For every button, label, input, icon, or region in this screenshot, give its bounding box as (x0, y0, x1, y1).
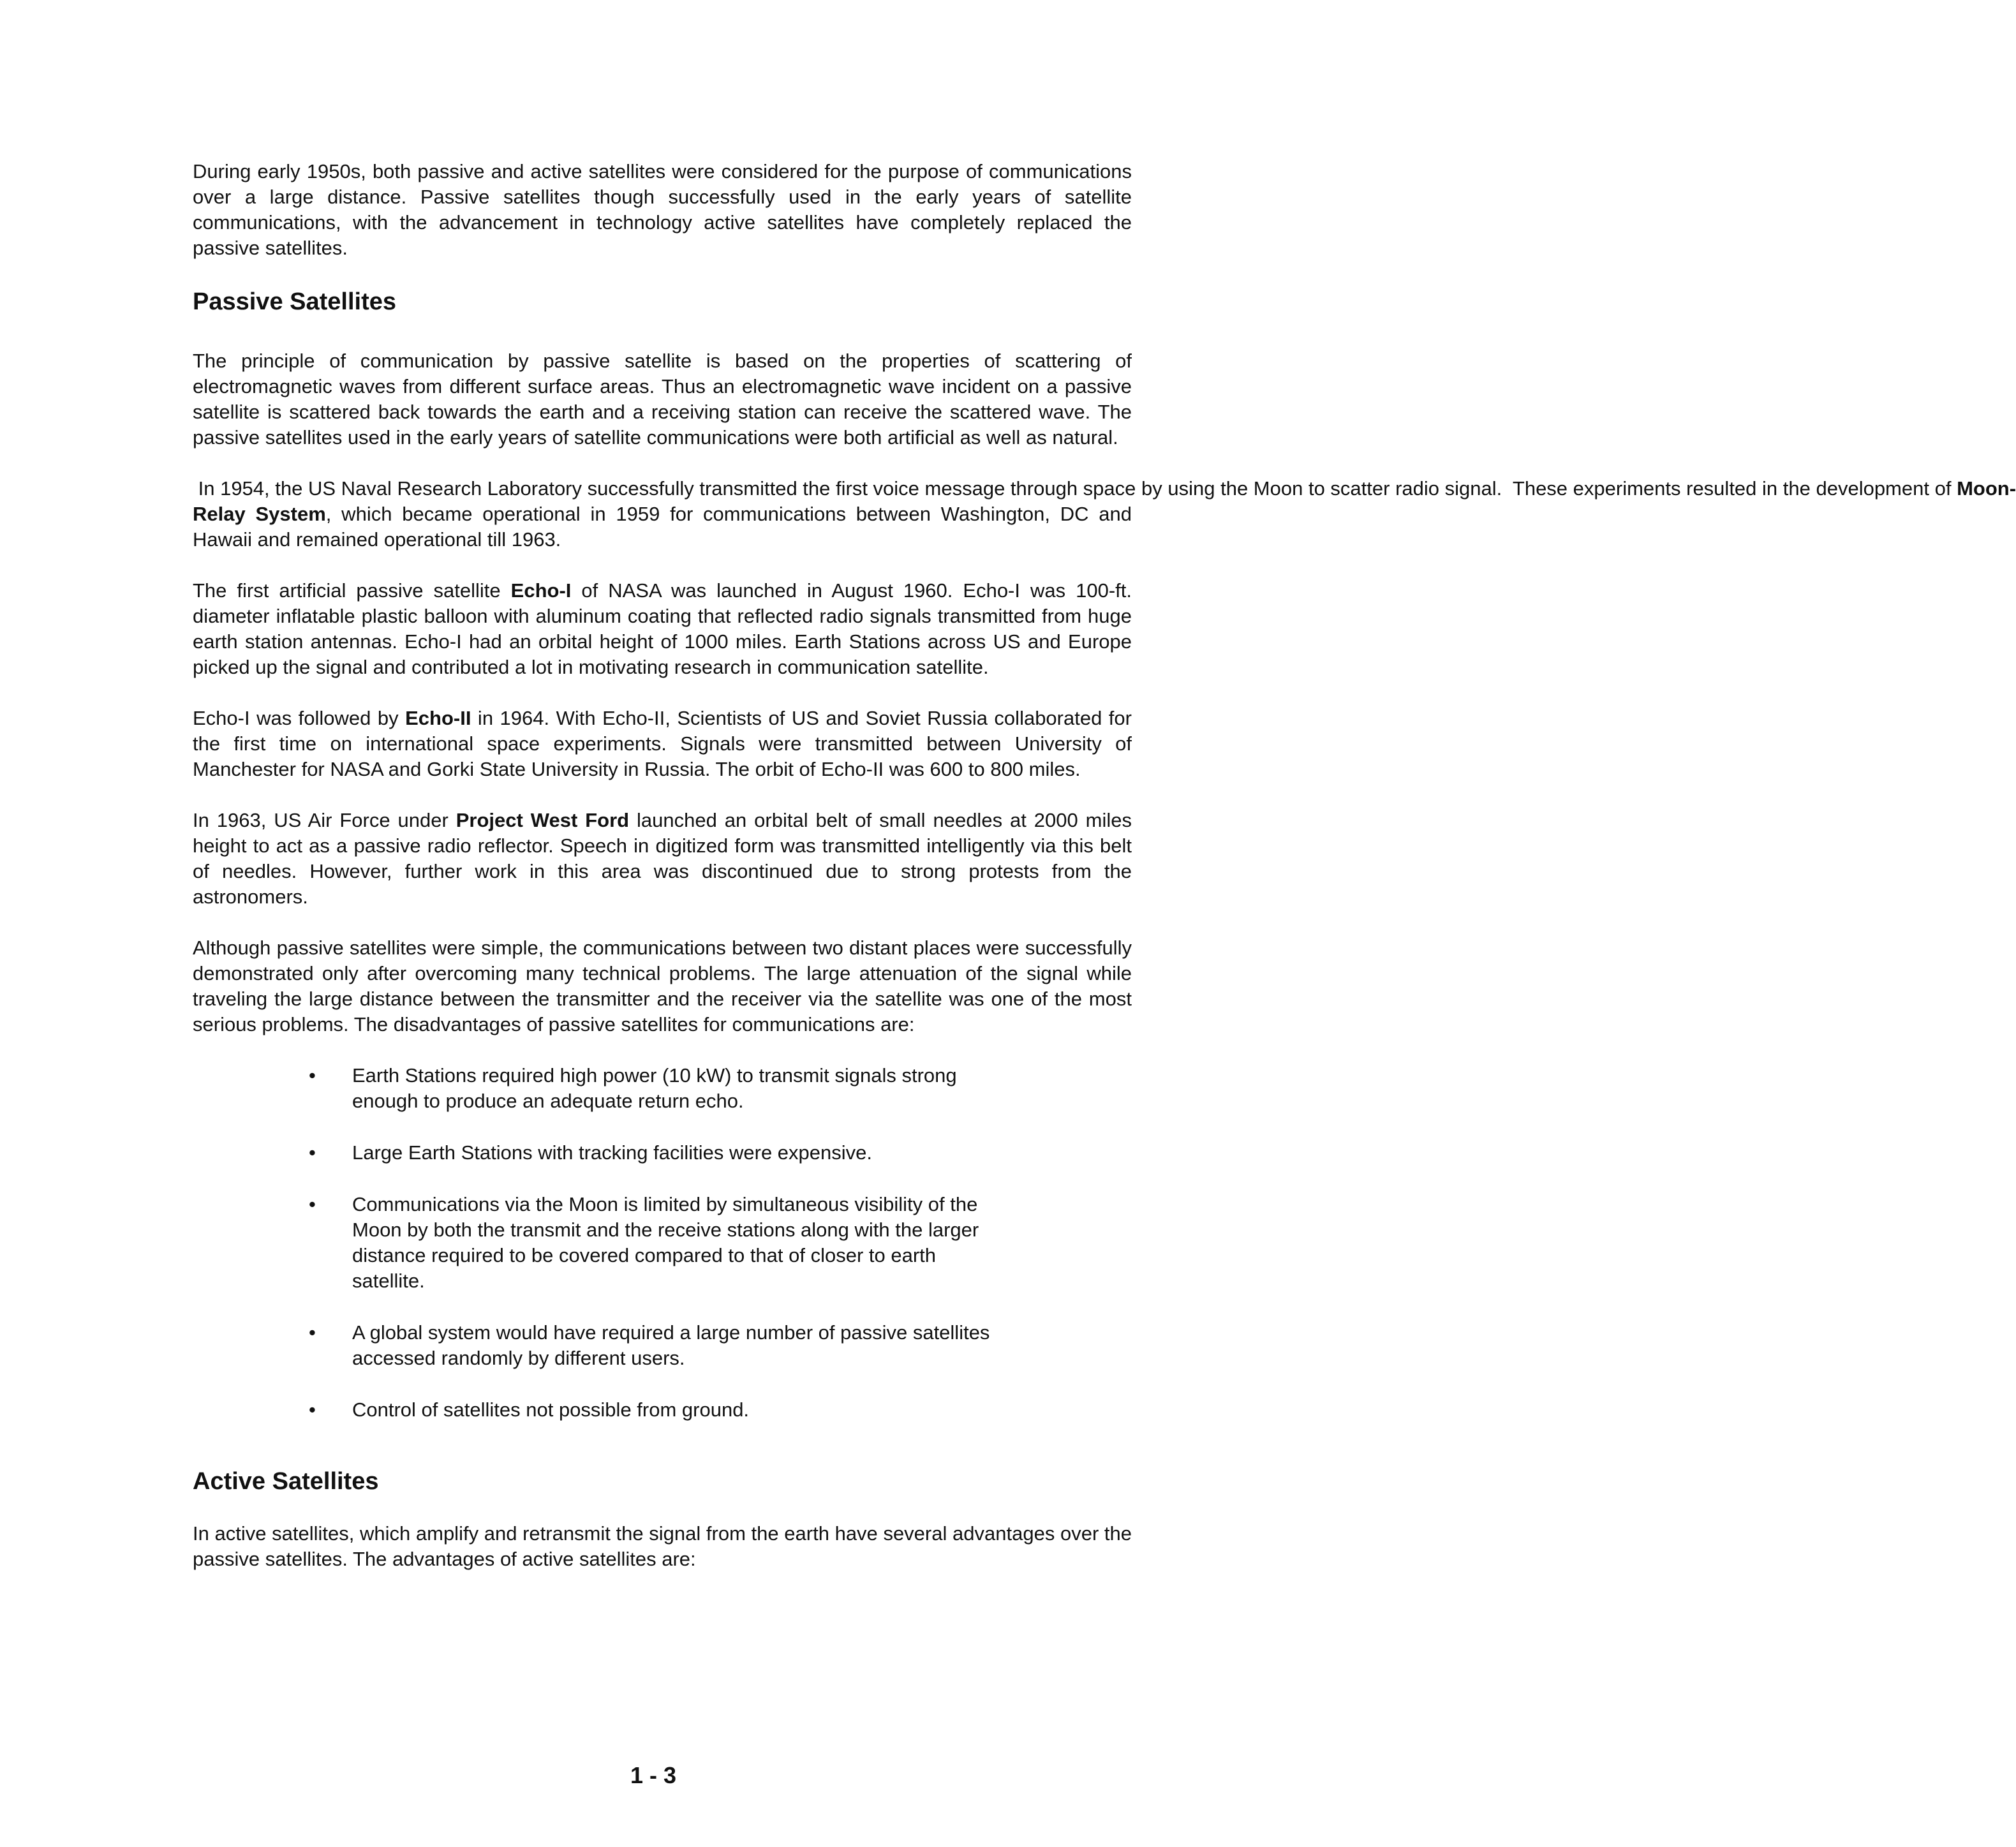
list-item (193, 1397, 1132, 1423)
passive-satellites-heading: Passive Satellites (193, 288, 396, 315)
west-ford-text-tail: launched an orbital belt of small needles at 2000 miles height to act as a passive radio reflector. Speech in digitized form was transmitted intelligently via this belt of needles. However, further work in this area was discontinued due to strong protests from the astronomers. (193, 809, 1132, 908)
west-ford-paragraph (193, 808, 1132, 910)
bullet-icon: • (309, 1398, 316, 1421)
passive-principle-paragraph: The principle of communication by passive satellite is based on the properties of scattering of electromagnetic waves from different surface areas. Thus an electromagnetic wave incident on a passive satellite is scattered back towards the earth and a receiving station can receive the scattered wave. The passive satellites used in the early years of satellite communications were both artificial as well as natural. (193, 350, 1132, 449)
list-item (193, 1140, 1132, 1166)
moon-relay-text-lead: In 1954, the US Naval Research Laboratory successfully transmitted the first voice message through space by using the Moon to scatter radio signal. These experiments resulted in the development of (193, 477, 1957, 500)
bullet-icon: • (309, 1321, 316, 1344)
moon-relay-system-term: Moon-Relay System (193, 477, 2016, 525)
moon-relay-paragraph (193, 476, 2016, 553)
bullet-icon: • (309, 1064, 316, 1087)
active-advantages-paragraph: In active satellites, which amplify and retransmit the signal from the earth have several advantages over the passive satellites. The advantages of active satellites are: (193, 1522, 1132, 1570)
page-number: 1 - 3 (630, 1762, 677, 1788)
list-item (193, 1063, 1132, 1114)
echo-ii-term: Echo-II (405, 707, 471, 729)
active-satellites-heading: Active Satellites (193, 1468, 379, 1495)
list-item (193, 1320, 1132, 1371)
list-item-text: Large Earth Stations with tracking facilities were expensive. (352, 1141, 873, 1164)
echo-i-text-tail: of NASA was launched in August 1960. Echo-I was 100-ft. diameter inflatable plastic balloon with aluminum coating that reflected radio signals transmitted from huge earth station antennas. Echo-I had an orbital height of 1000 miles. Earth Stations across US and Europe picked up the signal and contributed a lot in motivating research in communication satellite. (193, 579, 1132, 678)
disadvantages-intro-paragraph: Although passive satellites were simple, the communications between two distant places were successfully demonstrated only after overcoming many technical problems. The large attenuation of the signal while traveling the large distance between the transmitter and the receiver via the satellite was one of the most serious problems. The disadvantages of passive satellites for communications are: (193, 937, 1132, 1035)
list-item-text: A global system would have required a large number of passive satellites accessed randomly by different users. (352, 1321, 990, 1369)
echo-i-text-lead: The first artificial passive satellite (193, 579, 511, 602)
bullet-icon: • (309, 1141, 316, 1164)
moon-relay-text-tail: , which became operational in 1959 for communications between Washington, DC and Hawaii and remained operational till 1963. (193, 503, 1132, 551)
west-ford-text-lead: In 1963, US Air Force under (193, 809, 456, 831)
page-content (193, 159, 2016, 1598)
echo-ii-paragraph (193, 706, 1132, 782)
echo-i-paragraph (193, 578, 1132, 680)
intro-paragraph: During early 1950s, both passive and active satellites were considered for the purpose of communications over a large distance. Passive satellites though successfully used in the early years of satellite communications, with the advancement in technology active satellites have completely replaced the passive satellites. (193, 160, 1132, 259)
project-west-ford-term: Project West Ford (456, 809, 630, 831)
list-item-text: Control of satellites not possible from ground. (352, 1398, 750, 1421)
list-item (193, 1192, 1132, 1294)
echo-ii-text-lead: Echo-I was followed by (193, 707, 406, 729)
bullet-icon: • (309, 1193, 316, 1215)
echo-ii-text-tail: in 1964. With Echo-II, Scientists of US and Soviet Russia collaborated for the first time on international space experiments. Signals were transmitted between University of Manchester for NASA and Gorki State University in Russia. The orbit of Echo-II was 600 to 800 miles. (193, 707, 1132, 780)
disadvantages-list (193, 1063, 1132, 1423)
echo-i-term: Echo-I (510, 579, 572, 602)
list-item-text: Earth Stations required high power (10 kW) to transmit signals strong enough to produce an adequate return echo. (352, 1064, 957, 1112)
list-item-text: Communications via the Moon is limited by simultaneous visibility of the Moon by both the transmit and the receive stations along with the larger distance required to be covered compared to that of closer to earth satellite. (352, 1193, 979, 1292)
